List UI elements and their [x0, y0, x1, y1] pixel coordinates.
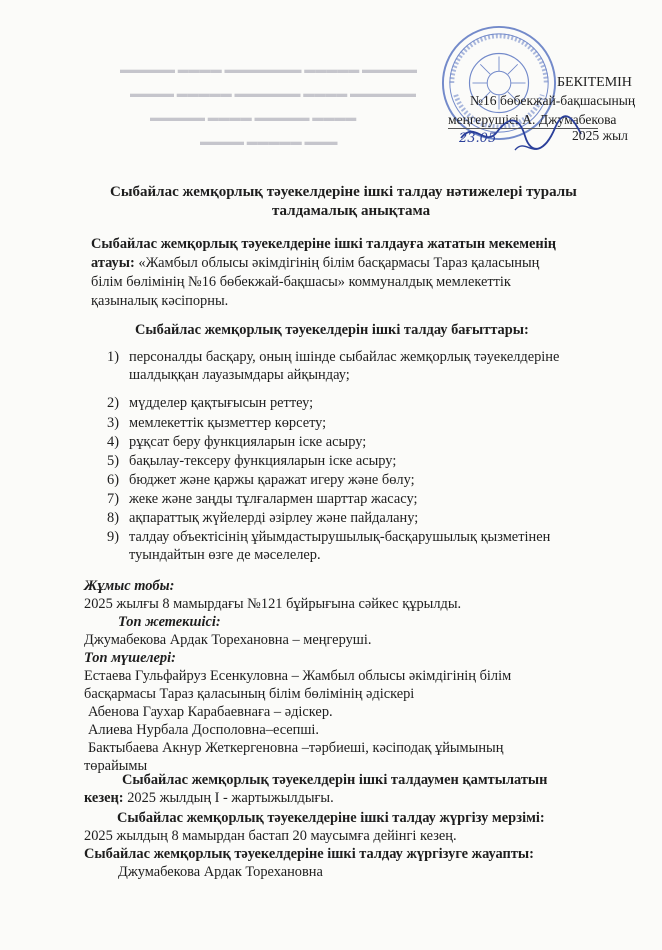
direction-number: 9): [107, 529, 119, 545]
direction-item: [107, 491, 417, 508]
document-title-line1: Сыбайлас жемқорлық тәуекелдеріне ішкі талдау нәтижелері туралы: [110, 184, 577, 200]
institution-label-suffix: атауы:: [91, 255, 135, 271]
direction-number: 3): [107, 415, 119, 431]
approval-date: 2025 жыл: [572, 128, 628, 143]
member-4-line2: төрайымы: [84, 758, 148, 774]
direction-text-continued: шалдыққан лауазымдары айқындау;: [129, 367, 350, 383]
direction-text: талдау объектісінің ұйымдастырушылық-басқарушылық қызметінен: [129, 529, 551, 545]
direction-item: [107, 472, 415, 489]
directions-heading: Сыбайлас жемқорлық тәуекелдерін ішкі талдау бағыттары:: [135, 322, 529, 338]
responsible-value: Джумабекова Ардак Торехановна: [118, 864, 323, 880]
direction-item: [107, 453, 396, 470]
member-1-line1: Естаева Гульфайруз Есенкуловна – Жамбыл облысы әкімдігінің білім: [84, 668, 512, 684]
direction-number: 5): [107, 453, 119, 469]
period-value: 2025 жылдың I - жартыжылдығы.: [127, 790, 334, 806]
direction-item: [107, 415, 326, 432]
direction-text: ақпараттық жүйелерді әзірлеу және пайдалану;: [129, 510, 419, 526]
member-1-line2: басқармасы Тараз қаласының білім бөлімінің әдіскері: [84, 686, 415, 702]
direction-text-continued: туындайтын өзге де мәселелер.: [129, 547, 321, 563]
work-group-label: Жұмыс тобы:: [84, 578, 175, 594]
leader-label: Топ жетекшісі:: [118, 614, 221, 630]
direction-number: 8): [107, 510, 119, 526]
direction-number: 4): [107, 434, 119, 450]
term-value: 2025 жылдың 8 мамырдан бастап 20 маусымға дейінгі кезең.: [84, 828, 457, 844]
approval-line1: №16 бөбекжай-бақшасының: [470, 93, 636, 108]
document-title-line2: талдамалық анықтама: [272, 203, 431, 219]
direction-number: 2): [107, 395, 119, 411]
signature-icon: [455, 108, 585, 158]
period-line2: [84, 790, 334, 807]
direction-text: бақылау-тексеру функцияларын іске асыру;: [129, 453, 397, 469]
direction-number: 7): [107, 491, 119, 507]
direction-number: 1): [107, 349, 119, 365]
institution-label: Сыбайлас жемқорлық тәуекелдеріне ішкі талдауға жататын мекеменің: [91, 236, 557, 252]
member-4-line1: Бактыбаева Акнур Жеткергеновна –тәрбиеші, кәсіподақ ұйымының: [88, 740, 504, 756]
institution-name-line1: [91, 254, 539, 273]
direction-item: [107, 395, 313, 412]
institution-name-line3: қазыналық кәсіпорны.: [91, 293, 229, 309]
direction-text: персоналды басқару, оның ішінде сыбайлас жемқорлық тәуекелдеріне: [129, 349, 560, 365]
approval-header: БЕКІТЕМІН: [557, 75, 632, 90]
direction-text: жеке және заңды тұлғалармен шарттар жасасу;: [129, 491, 418, 507]
direction-item: [107, 529, 550, 546]
institution-name-part1: «Жамбыл облысы әкімдігінің білім басқармасы Тараз қаласының: [138, 255, 540, 271]
direction-item: [107, 434, 366, 451]
period-label-line2: кезең:: [84, 790, 124, 806]
term-label: Сыбайлас жемқорлық тәуекелдеріне ішкі талдау жүргізу мерзімі:: [117, 810, 545, 826]
direction-number: 6): [107, 472, 119, 488]
leader-name: Джумабекова Ардак Торехановна – меңгеруші.: [84, 632, 372, 648]
member-2: Абенова Гаухар Карабаевнаға – әдіскер.: [88, 704, 333, 720]
member-3: Алиева Нурбала Досполовна–есепші.: [88, 722, 320, 738]
period-label-line1: Сыбайлас жемқорлық тәуекелдерін ішкі талдаумен қамтылатын: [122, 772, 548, 788]
direction-item: [107, 349, 559, 366]
institution-name-line2: білім бөлімінің №16 бөбекжай-бақшасы» коммуналдық мемлекеттік: [91, 274, 511, 290]
direction-text: рұқсат беру функцияларын іске асыру;: [129, 434, 367, 450]
direction-text: бюджет және қаржы қаражат игеру және бөлу;: [129, 472, 415, 488]
signature-date: 23.05: [459, 131, 497, 146]
responsible-label: Сыбайлас жемқорлық тәуекелдеріне ішкі талдау жүргізуге жауапты:: [84, 846, 534, 862]
direction-text: мүдделер қақтығысын реттеу;: [129, 395, 314, 411]
direction-text: мемлекеттік қызметтер көрсету;: [129, 415, 327, 431]
approval-line2: меңгерушісі А. Джумабекова: [448, 112, 617, 127]
direction-item: [107, 510, 418, 527]
approval-block: ▬▬▬▬▬ ▬▬▬▬ ▬▬▬▬▬▬▬ ▬▬▬▬▬ ▬▬▬▬▬ ▬▬▬▬ ▬▬▬▬▬ ▬▬▬▬▬▬ ▬▬▬▬ ▬▬▬▬▬▬ ▬▬▬▬▬ ▬▬▬▬ ▬▬▬▬▬ ▬▬▬▬ ▬▬▬▬ ▬▬▬▬▬ ▬▬▬ БЕКІТЕМІН №16 бөбекжай-бақшасының меңгерушісі А. Джумабекова 23.05 2025 жыл: [0, 0, 662, 170]
members-label: Топ мүшелері:: [84, 650, 176, 666]
work-group-formed: 2025 жылғы 8 мамырдағы №121 бұйрығына сәйкес құрылды.: [84, 596, 462, 612]
